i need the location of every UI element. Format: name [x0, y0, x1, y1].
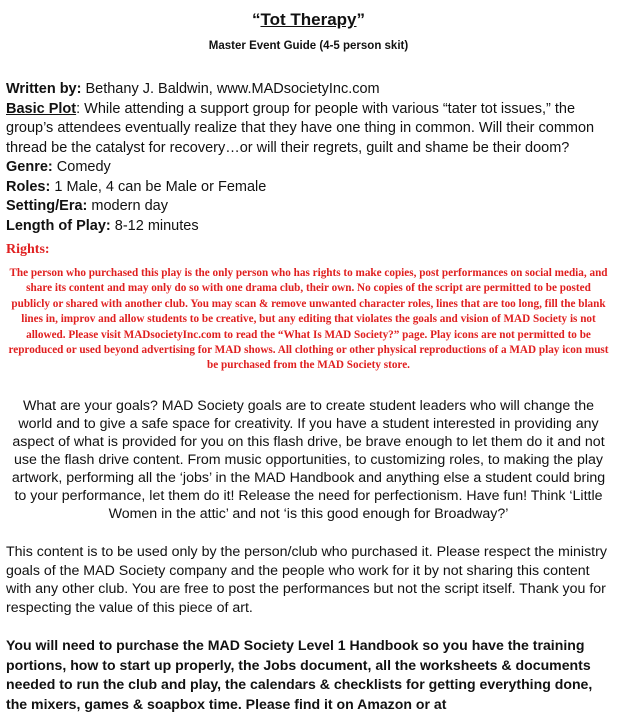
title-close-quote: ”: [356, 10, 366, 29]
handbook-notice-paragraph: You will need to purchase the MAD Society Level 1 Handbook so you have the training portions, how to start up properly, the Jobs document, all the worksheets & documents needed to run the club and play, the calendars & checklists for getting everything done, the mixers, games & soapbox time. Please find it on Amazon or at: [6, 637, 593, 712]
length-line: [6, 217, 611, 237]
genre-value: Comedy: [52, 159, 111, 175]
play-details: [6, 80, 611, 236]
goals-paragraph: What are your goals? MAD Society goals are to create student leaders who will change the world and to give a safe space for creativity. If you have a student interested in providing any aspect of what is provided for you on this flash drive, be brave enough to let them do it and not use the flash drive content. From music opportunities, to customizing roles, to making the play artwork, performing all the ‘jobs’ in the MAD Handbook and anything else a student could bring to your performance, let them do it! Release the need for perfectionism. Have fun! Think ‘Little Women in the attic’ and not ‘is this good enough for Broadway?’: [11, 398, 606, 522]
genre-label: Genre:: [6, 159, 53, 175]
purchase-notice-paragraph: This content is to be used only by the person/club who purchased it. Please respect the ministry goals of the MAD Society company and the people who work for it by not sharing this content with any other club. You are free to post the performances but not the script itself. Thank you for respecting the value of this piece of art.: [6, 544, 607, 616]
basic-plot-value: : While attending a support group for people with various “tater tot issues,” the group’s attendees eventually realize that they have one thing in common. Will their common thread be the catalyst for recovery…or will their regrets, guilt and shame be their doom?: [6, 100, 595, 156]
written-by-line: [6, 80, 611, 100]
page-subtitle: Master Event Guide (4-5 person skit): [208, 40, 409, 52]
roles-line: [6, 178, 611, 198]
genre-line: [6, 158, 611, 178]
length-label: Length of Play:: [6, 217, 111, 234]
setting-line: [6, 197, 611, 217]
written-by-value: Bethany J. Baldwin, www.MADsocietyInc.com: [81, 81, 380, 97]
title-text: Tot Therapy: [260, 10, 357, 29]
setting-value: modern day: [87, 198, 168, 214]
page-title: [0, 10, 617, 30]
written-by-label: Written by:: [6, 81, 82, 97]
roles-label: Roles:: [6, 178, 51, 195]
roles-value: 1 Male, 4 can be Male or Female: [50, 178, 267, 195]
rights-text: The person who purchased this play is the only person who has rights to make copies, post performances on social media, and share its content and may only do so with one drama club, their own. No copies of the script are permitted to be posted publicly or shared with another club. You may scan & remove unwanted character roles, lines that are too long, fill the blank lines in, improv and allow students to be creative, but any editing that violates the goals and vision of MAD Society is not allowed. Please visit MADsocietyInc.com to read the “What Is MAD Society?” page. Play icons are not permitted to be reproduced or used beyond advertising for MAD shows. All clothing or other physical reproductions of a MAD play icon must be purchased from the MAD Society store.: [8, 267, 609, 372]
basic-plot-line: [6, 100, 611, 159]
setting-label: Setting/Era:: [6, 198, 88, 214]
length-value: 8-12 minutes: [110, 217, 199, 234]
title-open-quote: “: [251, 10, 261, 29]
rights-heading: Rights:: [6, 242, 50, 257]
basic-plot-label: Basic Plot: [6, 100, 77, 117]
